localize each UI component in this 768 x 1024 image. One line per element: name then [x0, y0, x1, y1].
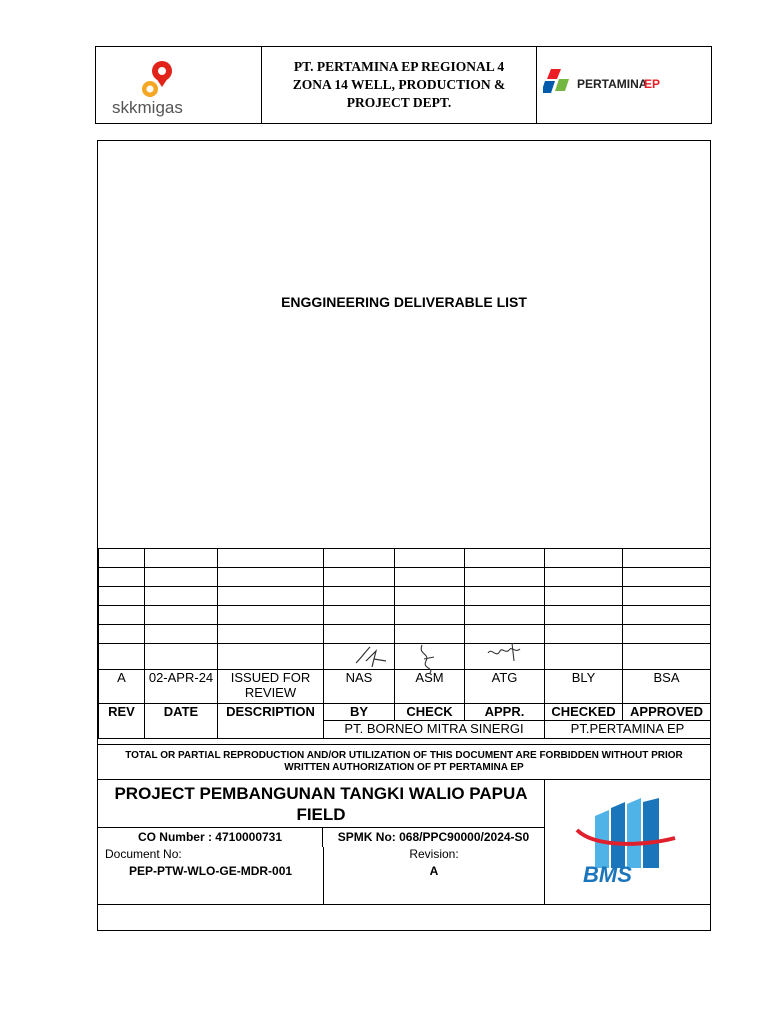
date-cell: 02-APR-24 — [145, 670, 218, 704]
by-header: BY — [324, 704, 395, 721]
revision-table — [98, 548, 711, 739]
description-cell: ISSUED FOR REVIEW — [218, 670, 324, 704]
bms-logo-cell — [545, 780, 710, 904]
skkmigas-wordmark: skkmigas — [112, 98, 183, 117]
spmk-number: SPMK No: 068/PPC90000/2024-S0 — [323, 827, 545, 847]
pertamina-ep-suffix: EP — [644, 77, 661, 91]
table-row — [99, 606, 711, 625]
table-row — [99, 568, 711, 587]
skkmigas-logo — [104, 57, 214, 119]
signature-atg — [484, 639, 524, 671]
check-cell: ASM — [395, 670, 465, 704]
description-header: DESCRIPTION — [218, 704, 324, 739]
rev-header: REV — [99, 704, 145, 739]
project-title: PROJECT PEMBANGUNAN TANGKI WALIO PAPUA FIELD — [98, 780, 545, 827]
company-line-3: PROJECT DEPT. — [346, 95, 452, 110]
company-name-cell — [262, 47, 537, 123]
date-header: DATE — [145, 704, 218, 739]
pertamina-wordmark: PERTAMINA — [577, 77, 648, 91]
document-no-label: Document No: — [105, 847, 182, 861]
by-cell: NAS — [324, 670, 395, 704]
contractor-cell: PT. BORNEO MITRA SINERGI — [324, 721, 545, 739]
signature-row — [99, 644, 711, 670]
table-row — [99, 549, 711, 568]
divider — [98, 904, 710, 905]
approved-cell: BSA — [623, 670, 711, 704]
client-cell: PT.PERTAMINA EP — [545, 721, 711, 739]
signature-nas — [352, 641, 392, 673]
bms-wordmark: BMS — [583, 862, 632, 886]
check-header: CHECK — [395, 704, 465, 721]
company-line-1: PT. PERTAMINA EP REGIONAL 4 — [293, 59, 505, 74]
document-header — [95, 46, 712, 124]
co-number: CO Number : 4710000731 — [98, 827, 323, 847]
divider — [323, 847, 324, 904]
revision-label: Revision: — [409, 847, 459, 861]
rev-cell: A — [99, 670, 145, 704]
checked-cell: BLY — [545, 670, 623, 704]
revision-entry-row — [99, 670, 711, 704]
skkmigas-logo-cell — [96, 47, 262, 123]
document-title: ENGGINEERING DELIVERABLE LIST — [281, 294, 527, 310]
appr-header: APPR. — [465, 704, 545, 721]
divider — [544, 847, 545, 904]
appr-cell: ATG — [465, 670, 545, 704]
revision-value: A — [429, 864, 439, 878]
copyright-notice: TOTAL OR PARTIAL REPRODUCTION AND/OR UTILIZATION OF THIS DOCUMENT ARE FORBIDDEN WITHOUT PRIOR WRITTEN AUTHORIZATION OF PT PERTAMINA EP — [98, 744, 710, 780]
document-no-value: PEP-PTW-WLO-GE-MDR-001 — [128, 864, 293, 878]
header-row — [99, 704, 711, 721]
bms-logo — [575, 796, 685, 886]
pertamina-logo-cell — [537, 47, 711, 123]
approved-header: APPROVED — [623, 704, 711, 721]
table-row — [99, 587, 711, 606]
cover-sheet — [97, 140, 711, 931]
checked-header: CHECKED — [545, 704, 623, 721]
signature-asm — [412, 641, 442, 677]
company-line-2: ZONA 14 WELL, PRODUCTION & — [292, 77, 506, 92]
pertamina-logo — [543, 67, 673, 107]
table-row — [99, 625, 711, 644]
